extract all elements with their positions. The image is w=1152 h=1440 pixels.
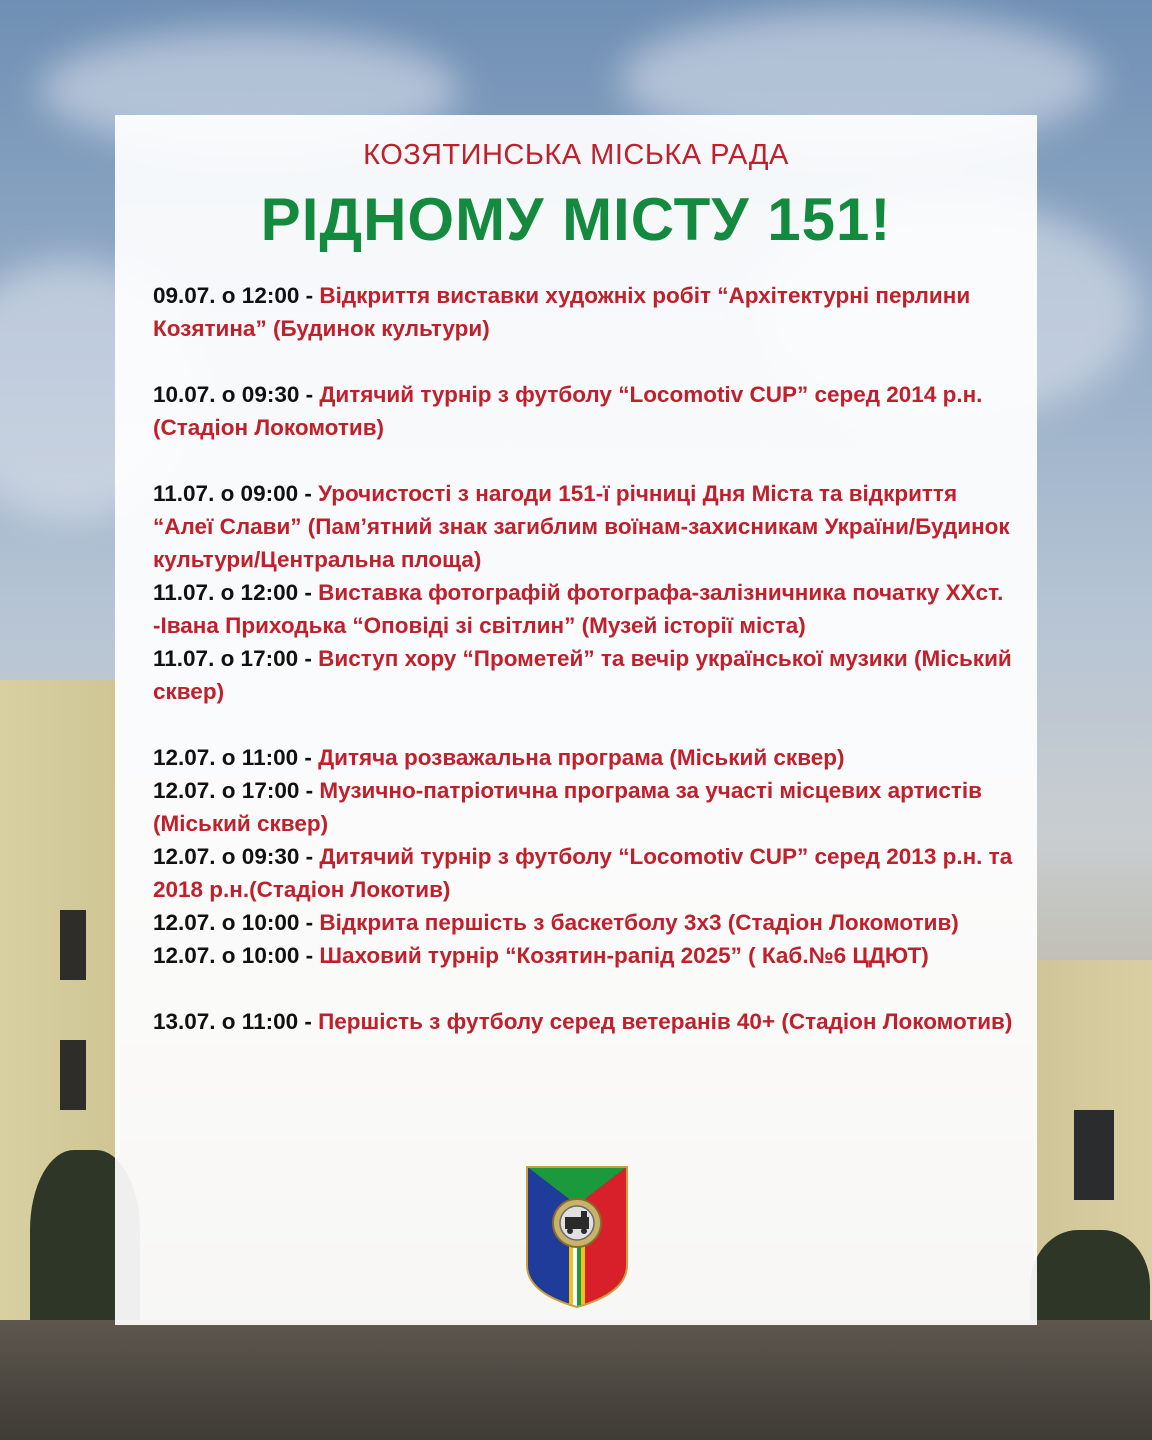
event-datetime: 11.07. о 09:00 - [153, 481, 319, 506]
event-datetime: 09.07. о 12:00 - [153, 283, 320, 308]
event-datetime: 12.07. о 09:30 - [153, 844, 320, 869]
event-item [153, 576, 1013, 642]
event-datetime: 10.07. о 09:30 - [153, 382, 320, 407]
event-item [153, 1005, 1013, 1038]
event-item [153, 378, 1013, 444]
event-item [153, 279, 1013, 345]
event-description: Дитячий турнір з футболу “Locomotiv CUP” серед 2014 р.н. (Стадіон Локомотив) [153, 382, 983, 440]
event-datetime: 12.07. о 10:00 - [153, 943, 320, 968]
organization-name: КОЗЯТИНСЬКА МІСЬКА РАДА [363, 139, 789, 171]
event-datetime: 12.07. о 17:00 - [153, 778, 320, 803]
event-item [153, 840, 1013, 906]
event-description: Першість з футболу серед ветеранів 40+ (Стадіон Локомотив) [318, 1009, 1013, 1034]
event-item [153, 741, 1013, 774]
event-description: Дитячий турнір з футболу “Locomotiv CUP” серед 2013 р.н. та 2018 р.н.(Стадіон Локотив) [153, 844, 1013, 902]
event-item [153, 477, 1013, 576]
event-datetime: 13.07. о 11:00 - [153, 1009, 319, 1034]
event-description: Музично-патріотична програма за участі місцевих артистів (Міський сквер) [153, 778, 982, 836]
poster-title: РІДНОМУ МІСТУ 151! [260, 186, 892, 253]
event-datetime: 11.07. о 12:00 - [153, 580, 319, 605]
event-datetime: 12.07. о 11:00 - [153, 745, 319, 770]
event-description: Урочистості з нагоди 151-ї річниці Дня Міста та відкриття “Алеї Слави” (Пам’ятний знак загиблим воїнам-захисникам України/Будинок культури/Центральна площа) [153, 481, 1010, 572]
city-coat-of-arms-icon [525, 1165, 629, 1309]
event-item [153, 939, 1013, 972]
event-description: Виставка фотографій фотографа-залізничника початку ХХст. -Івана Приходька “Оповіді зі світлин” (Музей історії міста) [153, 580, 1004, 638]
schedule-panel [115, 115, 1037, 1325]
event-item [153, 774, 1013, 840]
event-item [153, 906, 1013, 939]
event-description: Виступ хору “Прометей” та вечір української музики (Міський сквер) [153, 646, 1012, 704]
event-item [153, 642, 1013, 708]
event-list [153, 279, 1013, 1038]
event-datetime: 12.07. о 10:00 - [153, 910, 320, 935]
event-description: Відкрита першість з баскетболу 3х3 (Стадіон Локомотив) [319, 910, 959, 935]
event-description: Шаховий турнір “Козятин-рапід 2025” ( Каб.№6 ЦДЮТ) [319, 943, 929, 968]
event-description: Дитяча розважальна програма (Міський сквер) [318, 745, 845, 770]
event-description: Відкриття виставки художніх робіт “Архітектурні перлини Козятина” (Будинок культури) [153, 283, 971, 341]
event-datetime: 11.07. о 17:00 - [153, 646, 319, 671]
